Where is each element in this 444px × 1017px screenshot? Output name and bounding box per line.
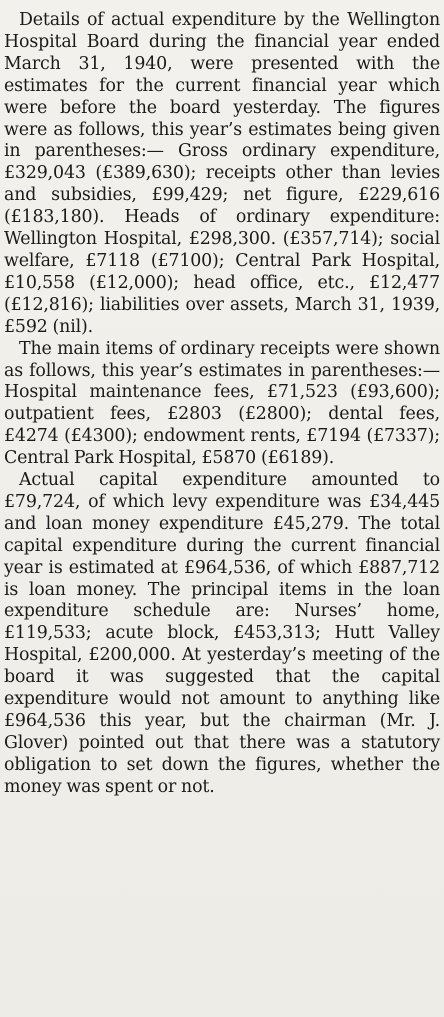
paragraph-ordinary-receipts: The main items of ordinary receipts were shown as follows, this year’s estimates in parentheses:—Hospital maintenance fees, £71,523 (£93,600); outpatient fees, £2803 (£2800); dental fees, £4274 (£4300); endowment rents, £7194 (£7337); Central Park Hospital, £5870 (£6189). — [4, 338, 440, 469]
article-body — [4, 10, 440, 799]
paragraph-capital-expenditure: Actual capital expenditure amounted to £79,724, of which levy expenditure was £34,445 and loan money expenditure £45,279. The total capital expenditure during the current financial year is estimated at £964,536, of which £887,712 is loan money. The principal items in the loan expenditure schedule are: Nurses’ home, £119,533; acute block, £453,313; Hutt Valley Hospital, £200,000. At yesterday’s meeting of the board it was suggested that the capital expenditure would not amount to anything like £964,536 this year, but the chairman (Mr. J. Glover) pointed out that there was a statutory obligation to set down the figures, whether the money was spent or not. — [4, 470, 440, 797]
paragraph-expenditure-details: Details of actual expenditure by the Wellington Hospital Board during the financial year ended March 31, 1940, were presented with the estimates for the current financial year which were before the board yesterday. The figures were as follows, this year’s estimates being given in parentheses:— Gross ordinary expenditure, £329,043 (£389,630); receipts other than levies and subsidies, £99,429; net figure, £229,616 (£183,180). Heads of ordinary expenditure: Wellington Hospital, £298,300. (£357,714); social welfare, £7118 (£7100); Central Park Hospital, £10,558 (£12,000); head office, etc., £12,477 (£12,816); liabilities over assets, March 31, 1939, £592 (nil). — [4, 10, 440, 337]
